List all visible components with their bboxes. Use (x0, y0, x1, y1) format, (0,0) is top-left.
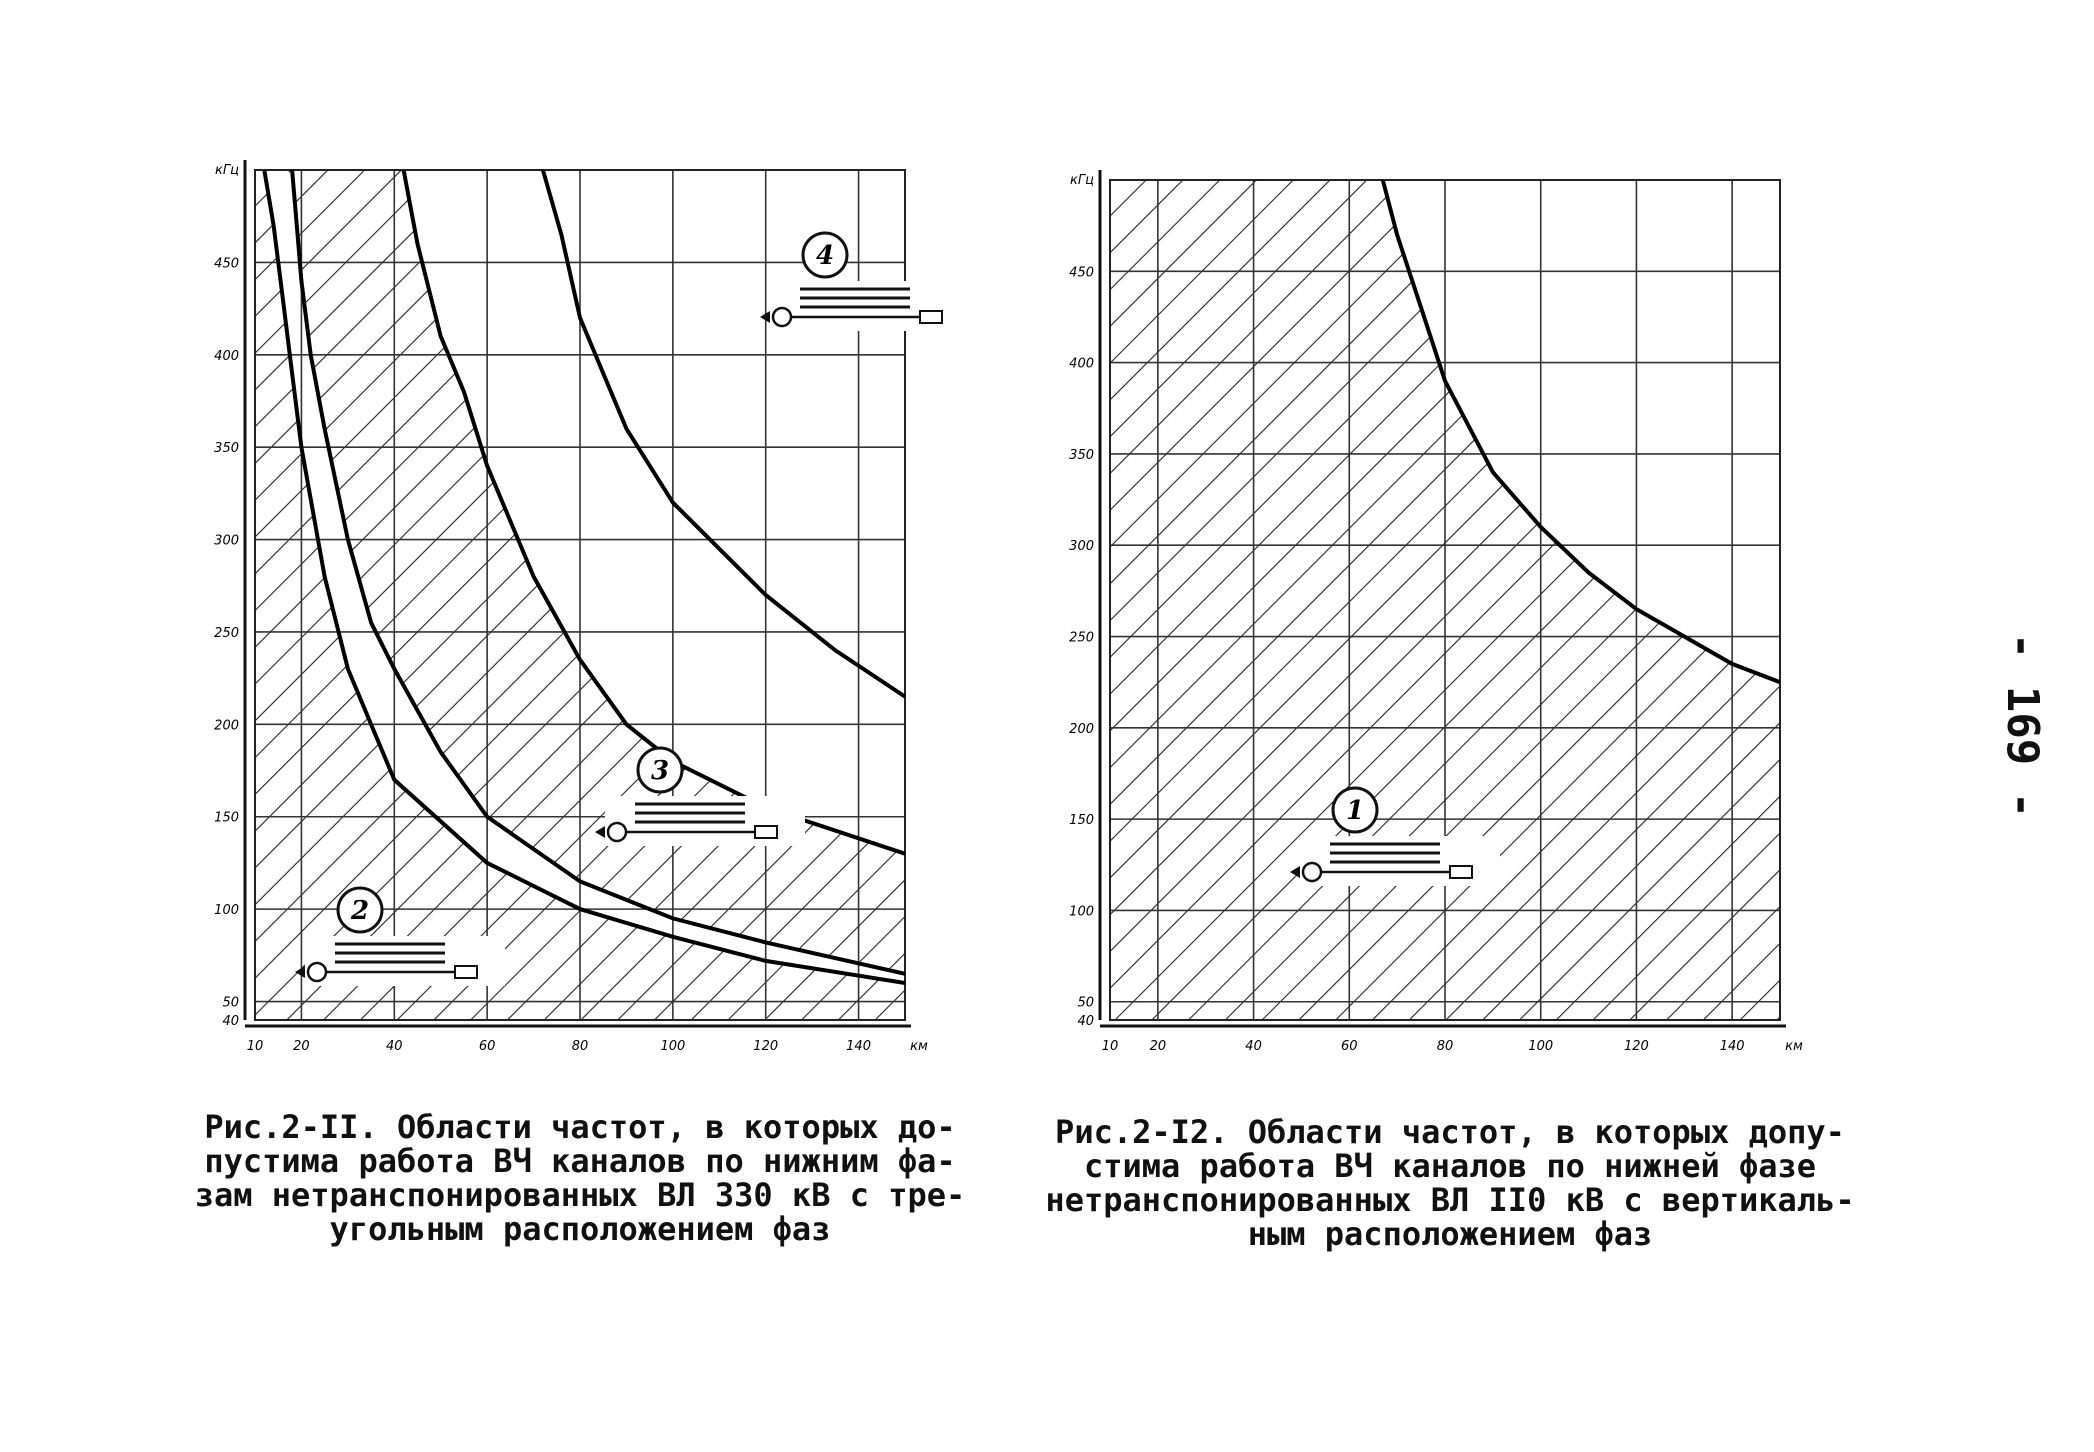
y-tick-label: 450 (1069, 265, 1094, 281)
y-axis-label: кГц (215, 163, 239, 178)
y-tick-label: 250 (1069, 630, 1094, 646)
page-number: - 169 - (1997, 632, 2049, 819)
x-tick-label: 40 (1245, 1039, 1262, 1054)
x-tick-label: 100 (660, 1039, 686, 1054)
y-tick-label: 350 (1069, 447, 1094, 463)
caption-fig-2-11 (150, 1110, 1010, 1246)
caption-line: пустима работа ВЧ каналов по нижним фа- (204, 1142, 956, 1180)
x-tick-label: 120 (753, 1039, 779, 1054)
x-tick-label: 80 (1436, 1039, 1454, 1054)
marker-number: 1 (1345, 796, 1365, 826)
y-tick-label: 150 (214, 810, 239, 826)
marker-number: 4 (815, 241, 835, 271)
y-tick-label: 50 (222, 995, 239, 1011)
generator-icon (773, 308, 791, 326)
marker-number: 2 (350, 896, 370, 926)
y-tick-label: 400 (1069, 356, 1094, 372)
y-tick-label: 250 (214, 625, 239, 641)
caption-line: зам нетранспонированных ВЛ 330 кВ с тре- (194, 1176, 966, 1214)
x-tick-label: 140 (1719, 1039, 1745, 1054)
y-axis-label: кГц (1070, 173, 1094, 188)
y-tick-label: 200 (1069, 721, 1094, 737)
generator-icon (608, 823, 626, 841)
chart-fig-2-11 (200, 150, 940, 1070)
y-tick-label: 50 (1077, 995, 1094, 1011)
caption-line: нетранспонированных ВЛ II0 кВ с вертикаль- (1045, 1181, 1855, 1219)
x-tick-label: 120 (1624, 1039, 1649, 1054)
caption-line: ным расположением фаз (1247, 1215, 1653, 1253)
y-tick-label: 100 (214, 903, 239, 919)
y-tick-label: 350 (214, 441, 239, 457)
x-axis-label: км (1785, 1039, 1803, 1054)
marker-number: 3 (650, 756, 670, 786)
caption-line: Рис.2-I2. Области частот, в которых допу- (1055, 1113, 1845, 1151)
x-tick-label: 20 (293, 1039, 310, 1054)
y-tick-label: 100 (1069, 904, 1094, 920)
load-icon (920, 311, 942, 323)
chart-fig-2-12 (1055, 160, 1803, 1070)
x-tick-label: 80 (571, 1039, 589, 1054)
y-tick-label: 40 (1077, 1014, 1094, 1029)
x-tick-label: 40 (386, 1039, 403, 1054)
series-line (543, 170, 905, 697)
load-icon (755, 826, 777, 838)
y-tick-label: 300 (214, 533, 239, 549)
caption-line: Рис.2-II. Области частот, в которых до- (204, 1108, 956, 1146)
y-tick-label: 400 (214, 348, 239, 364)
x-axis-label: км (910, 1039, 928, 1054)
y-tick-label: 40 (222, 1014, 239, 1029)
x-tick-label: 100 (1528, 1039, 1554, 1054)
legend-marker (760, 233, 970, 331)
generator-icon (308, 963, 326, 981)
x-tick-label: 60 (1341, 1039, 1358, 1054)
caption-line: угольным расположением фаз (329, 1210, 831, 1248)
y-tick-label: 450 (214, 256, 239, 272)
generator-icon (1303, 863, 1321, 881)
load-icon (455, 966, 477, 978)
x-tick-label: 60 (478, 1039, 496, 1054)
load-icon (1450, 866, 1472, 878)
y-tick-label: 200 (214, 718, 239, 734)
caption-line: стима работа ВЧ каналов по нижней фазе (1083, 1147, 1817, 1185)
y-tick-label: 300 (1069, 539, 1094, 555)
x-tick-label: 10 (246, 1039, 264, 1054)
y-tick-label: 150 (1069, 813, 1094, 829)
x-tick-label: 140 (846, 1039, 871, 1054)
caption-fig-2-12 (1010, 1115, 1890, 1251)
x-tick-label: 10 (1101, 1039, 1119, 1054)
x-tick-label: 20 (1149, 1039, 1167, 1054)
